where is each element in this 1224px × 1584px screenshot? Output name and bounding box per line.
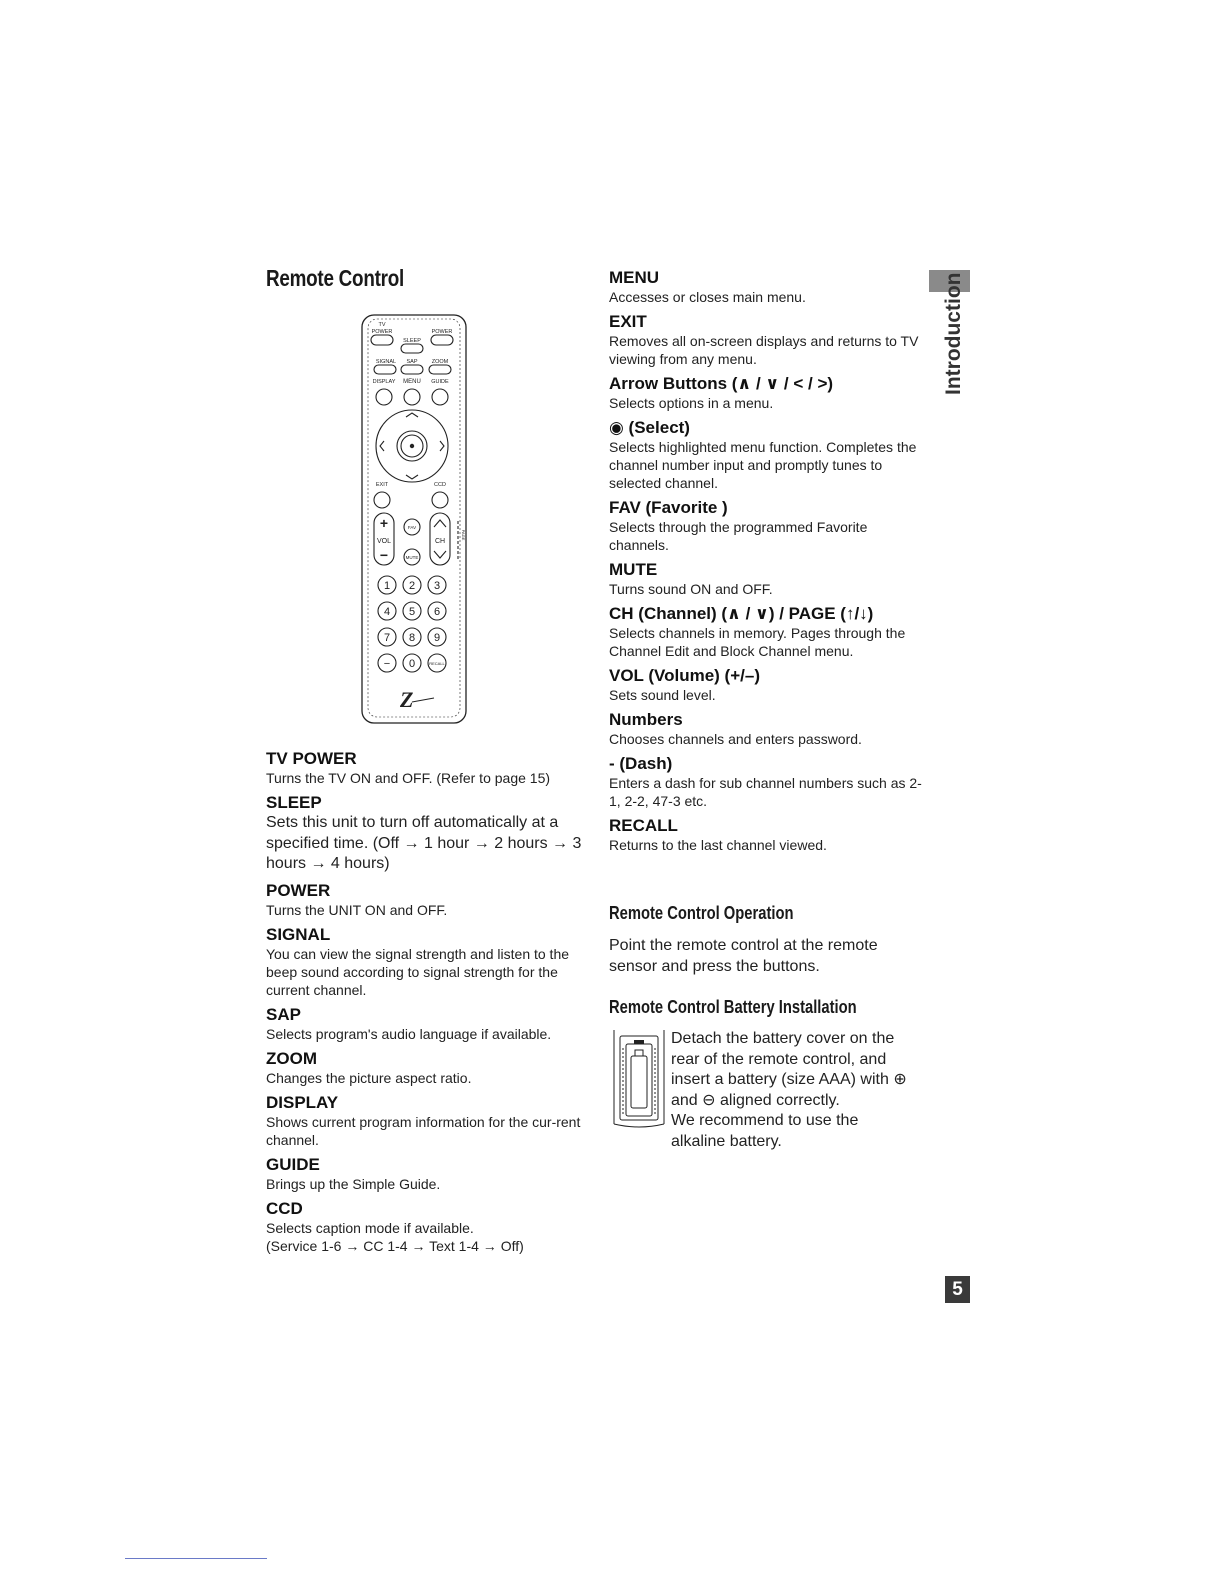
term-exit: EXIT [609,312,647,331]
battery-aligned: aligned correctly. [720,1091,840,1109]
menu-button[interactable] [404,389,420,405]
desc-exit: Removes all on-screen displays and returns to TV viewing from any menu. [609,333,919,367]
desc-signal: You can view the signal strength and listen to the beep sound according to signal strength for the current channel. [266,945,570,998]
desc-ccd: Selects caption mode if available. [266,1219,474,1236]
term-zoom: ZOOM [266,1048,317,1068]
term-volume: VOL (Volume) (+/–) [609,666,760,685]
sap-button[interactable] [401,365,423,374]
digit-6-label: 6 [433,606,441,618]
vol-minus-label: − [379,547,389,563]
desc-channel-page: Selects channels in memory. Pages through the Channel Edit and Block Channel menu. [609,625,906,659]
battery-instructions [671,1029,913,1152]
exit-label: EXIT [375,482,389,488]
desc-dash: Enters a dash for sub channel numbers such as 2-1, 2-2, 47-3 etc. [609,775,922,809]
sleep-label: SLEEP [403,338,421,344]
desc-display: Shows current program information for the cur-rent channel. [266,1113,581,1148]
signal-button[interactable] [374,365,396,374]
digit-8-label: 8 [408,632,416,644]
desc-fav: Selects through the programmed Favorite channels. [609,519,868,553]
term-ccd: CCD [266,1198,303,1218]
left-definitions [266,749,582,1261]
desc-tv-power: Turns the TV ON and OFF. (Refer to page 15) [266,770,551,786]
footer-rule [125,1558,267,1559]
zoom-label: ZOOM [431,359,449,365]
desc-recall: Returns to the last channel viewed. [609,837,827,853]
digit-9-label: 9 [433,632,441,644]
menu-label: MENU [403,379,421,385]
sap-label: SAP [406,359,418,365]
term-dash: - (Dash) [609,754,673,773]
term-sleep: SLEEP [266,793,322,812]
arrow-left-icon[interactable] [380,441,384,451]
term-recall: RECALL [609,816,678,835]
term-channel-page: CH (Channel) (∧ / ∨) / PAGE (↑/↓) [609,604,874,623]
term-menu: MENU [609,268,660,287]
ccd-label: CCD [434,482,446,488]
term-sap: SAP [266,1004,301,1024]
term-arrow-buttons: Arrow Buttons (∧ / ∨ / < / >) [609,374,834,393]
mute-label: MUTE [405,555,419,560]
minus-icon: ⊖ [702,1091,716,1109]
digit-2-label: 2 [408,580,416,592]
guide-label: GUIDE [431,379,449,385]
arrow-up-icon[interactable] [406,413,418,417]
remote-control-title: Remote Control [266,265,405,291]
dash-label: − [383,658,391,670]
term-signal: SIGNAL [266,924,331,944]
tv-power-button[interactable] [371,335,393,345]
desc-sleep: Sets this unit to turn off automatically at a specified time. (Off → 1 hour → 2 hours → 3 hours → 4 hours) [266,814,582,872]
arrow-right-icon[interactable] [440,441,444,451]
battery-line2: We recommend to use the alkaline battery. [671,1112,859,1150]
battery-title: Remote Control Battery Installation [609,997,857,1017]
ccd-button[interactable] [432,492,448,508]
battery-line1: Detach the battery cover on the rear of the remote control, and insert a battery (size AAA) with [671,1030,895,1088]
desc-zoom: Changes the picture aspect ratio. [266,1069,472,1086]
brand-logo: Z [400,687,414,712]
desc-sap: Selects program's audio language if available. [266,1025,552,1042]
digit-5-label: 5 [408,606,416,618]
term-fav: FAV (Favorite ) [609,498,728,517]
desc-mute: Turns sound ON and OFF. [609,581,773,597]
digit-7-label: 7 [383,632,391,644]
vol-plus-label: + [379,515,389,531]
desc-menu: Accesses or closes main menu. [609,289,806,305]
page-number: 5 [945,1276,970,1303]
desc-ccd-sequence: (Service 1-6 → CC 1-4 → Text 1-4 → Off) [266,1237,524,1254]
ch-down-icon[interactable] [434,551,446,558]
right-definitions [609,268,925,860]
ch-up-icon[interactable] [434,520,446,527]
display-label: DISPLAY [372,379,396,385]
plus-icon: ⊕ [893,1071,907,1088]
power-button[interactable] [431,335,453,345]
term-guide: GUIDE [266,1154,320,1174]
battery-compartment-illustration [612,1030,666,1128]
fav-label: FAV [407,525,417,530]
operation-text: Point the remote control at the remote sensor and press the buttons. [609,937,878,975]
zoom-button[interactable] [429,365,451,374]
recall-label: RECALL [429,661,445,666]
digit-0-label: 0 [408,658,416,670]
term-select: ◉ (Select) [609,418,690,437]
tv-power-label: POWER [371,329,393,335]
ch-label: CH [434,538,446,545]
term-display: DISPLAY [266,1092,339,1112]
desc-numbers: Chooses channels and enters password. [609,731,862,747]
guide-button[interactable] [432,389,448,405]
term-mute: MUTE [609,560,658,579]
sleep-button[interactable] [401,344,423,353]
desc-power: Turns the UNIT ON and OFF. [266,901,448,918]
arrow-down-icon[interactable] [406,475,418,479]
digit-1-label: 1 [383,580,391,592]
page-label: PAGE [461,529,466,541]
term-tv-power: TV POWER [266,749,357,768]
tv-label: TV [378,322,386,328]
signal-label: SIGNAL [375,359,397,365]
term-power: POWER [266,880,331,900]
exit-button[interactable] [374,492,390,508]
desc-select: Selects highlighted menu function. Completes the channel number input and promptly tunes to selected channel. [609,439,917,491]
term-numbers: Numbers [609,710,683,729]
display-button[interactable] [376,389,392,405]
digit-4-label: 4 [383,606,391,618]
remote-control-illustration [360,313,468,725]
section-tab-label: Introduction [942,272,965,395]
vol-label: VOL [376,538,392,545]
desc-volume: Sets sound level. [609,687,716,703]
desc-arrow-buttons: Selects options in a menu. [609,395,774,411]
operation-title: Remote Control Operation [609,903,794,923]
battery-and: and [671,1091,698,1109]
desc-guide: Brings up the Simple Guide. [266,1175,441,1192]
digit-3-label: 3 [433,580,441,592]
power-label: POWER [431,329,453,335]
